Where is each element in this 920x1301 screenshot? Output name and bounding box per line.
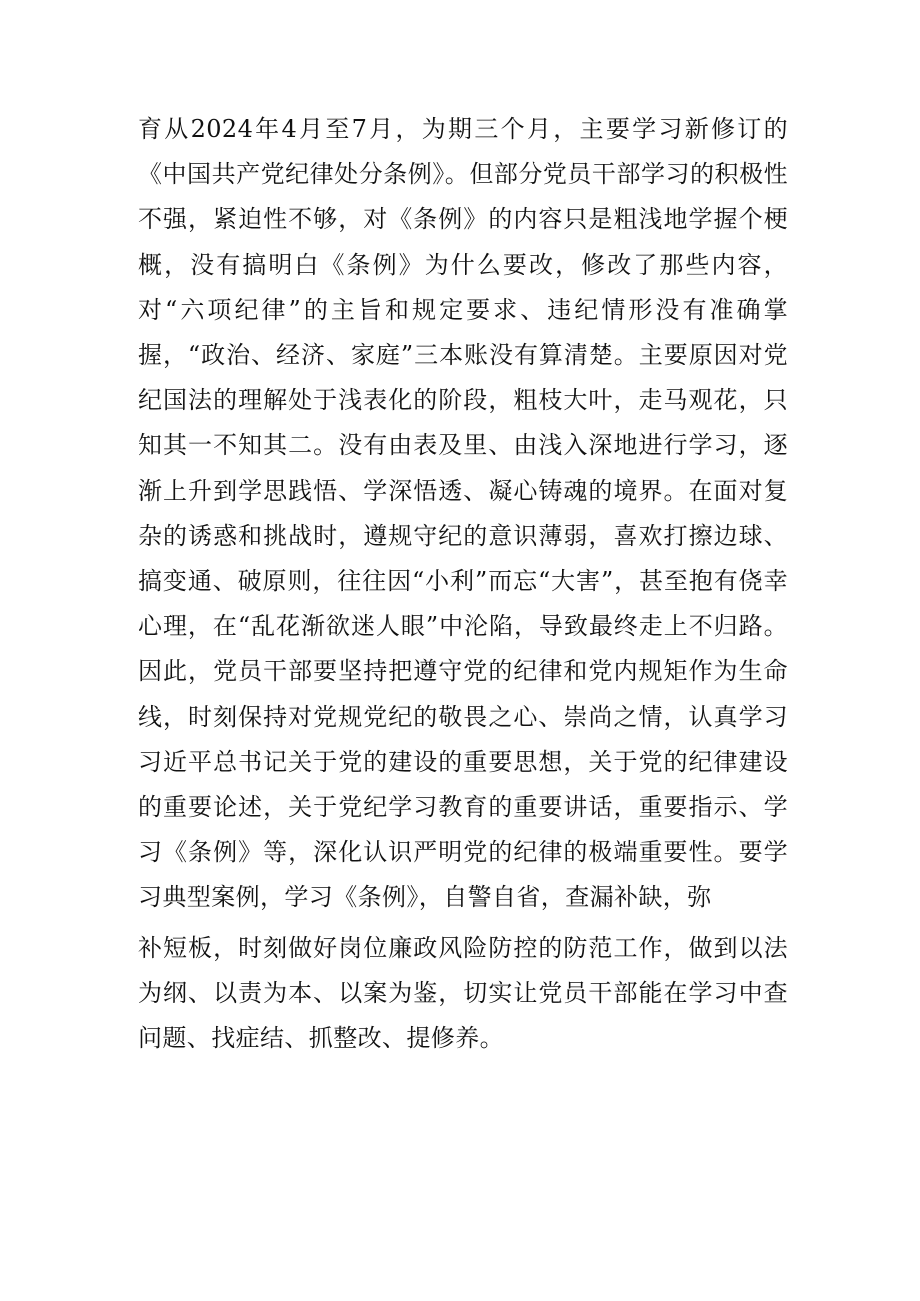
body-paragraph-1: 育从2024年4月至7月，为期三个月，主要学习新修订的《中国共产党纪律处分条例》。但部分党员干部学习的积极性不强，紧迫性不够，对《条例》的内容只是粗浅地学握个梗概，没有搞明白《条例》为什么要改，修改了那些内容，对“六项纪律”的主旨和规定要求、违纪情形没有准确掌握，“政治、经济、家庭”三本账没有算清楚。主要原因对党纪国法的理解处于浅表化的阶段，粗枝大叶，走马观花，只知其一不知其二。没有由表及里、由浅入深地进行学习，逐渐上升到学思践悟、学深悟透、凝心铸魂的境界。在面对复杂的诱惑和挑战时，遵规守纪的意识薄弱，喜欢打擦边球、搞变通、破原则，往往因“小利”而忘“大害”，甚至抱有侥幸心理，在“乱花渐欲迷人眼”中沦陷，导致最终走上不归路。因此，党员干部要坚持把遵守党的纪律和党内规矩作为生命线，时刻保持对党规党纪的敬畏之心、崇尚之情，认真学习习近平总书记关于党的建设的重要思想，关于党的纪律建设的重要论述，关于党纪学习教育的重要讲话，重要指示、学习《条例》等，深化认识严明党的纪律的极端重要性。要学习典型案例，学习《条例》，自警自省，查漏补缺，弥 xyxy=(138,115,788,912)
body-paragraph-2: 补短板，时刻做好岗位廉政风险防控的防范工作，做到以法为纲、以责为本、以案为鉴，切实让党员干部能在学习中查问题、找症结、抓整改、提修养。 xyxy=(138,934,788,1053)
